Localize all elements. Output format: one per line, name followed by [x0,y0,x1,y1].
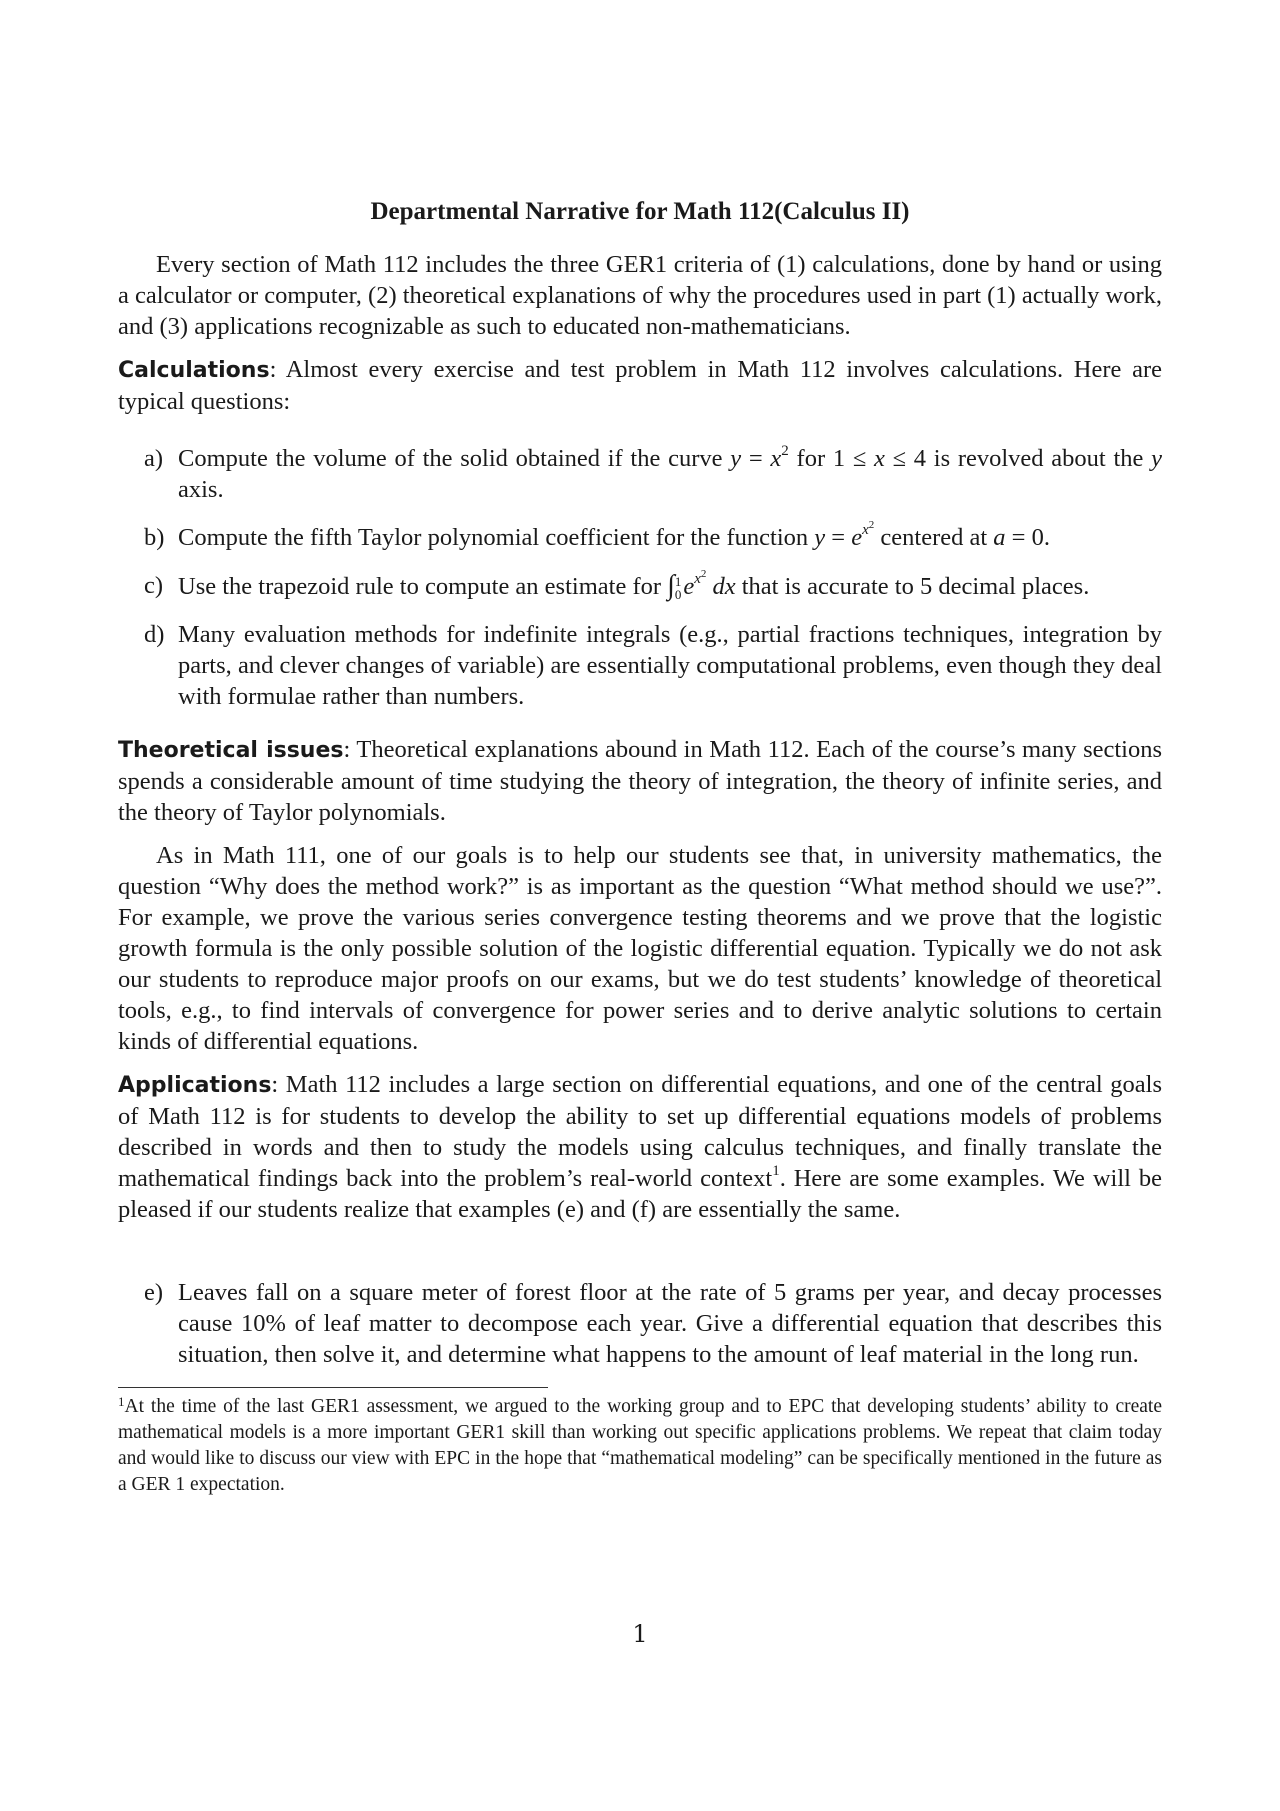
item-text: Compute the fifth Taylor polynomial coefficient for the function $y = e^{x^2}$ centered at a = 0. [178,519,1050,551]
application-examples-list [118,1277,1162,1370]
item-label: d) [144,621,165,648]
theory-paragraph [118,734,1162,828]
calculations-text: : Almost every exercise and test problem in Math 112 involves calculations. Here are typical questions: [118,356,1162,415]
list-item-d [118,619,1162,712]
applications-heading: Applications [118,1073,272,1098]
document-title: Departmental Narrative for Math 112(Calculus II) [370,198,910,225]
item-text: Leaves fall on a square meter of forest floor at the rate of 5 grams per year, and decay processes cause 10% of leaf matter to decompose each year. Give a differential equation that describes this situation, then solve it, and determine what happens to the amount of leaf material in the long run. [178,1279,1162,1368]
item-text: Compute the volume of the solid obtained if the curve $y = x^2$ for 1 ≤ x ≤ 4 is revolved about the y axis. [178,443,1162,503]
applications-paragraph [118,1069,1162,1225]
calculations-heading: Calculations [118,358,270,383]
item-label: c) [144,572,164,599]
footnote-marker: 1 [772,1163,780,1179]
list-item-c [118,570,1162,602]
page-number: 1 [632,1620,648,1648]
item-label: a) [144,445,164,472]
calculation-questions-list [118,443,1162,712]
theory-heading: Theoretical issues [118,738,344,763]
item-label: e) [144,1279,164,1306]
applications-text-a: : Math 112 includes a large section on differential equations, and one of the central goals of Math 112 is for students to develop the ability to set up differential equations models of problems described in words and then to study the models using calculus techniques, and finally translate the mathematical findings back into the problem’s real-world context [118,1071,1162,1192]
item-label: b) [144,524,165,551]
applications-text-b: . Here are some examples. We will be pleased if our students realize that examples (e) and (f) are essentially the same. [118,1165,1162,1223]
calculations-paragraph [118,354,1162,417]
theory-paragraph-2: As in Math 111, one of our goals is to help our students see that, in university mathematics, the question “Why does the method work?” is as important as the question “What method should we use?”. For example, we prove the various series convergence testing theorems and we prove that the logistic growth formula is the only possible solution of the logistic differential equation. Typically we do not ask our students to reproduce major proofs on our exams, but we do test students’ knowledge of theoretical tools, e.g., to find intervals of convergence for power series and to derive analytic solutions to certain kinds of differential equations. [118,842,1162,1055]
intro-paragraph: Every section of Math 112 includes the three GER1 criteria of (1) calculations, done by hand or using a calculator or computer, (2) theoretical explanations of why the procedures used in part (1) actually work, and (3) applications recognizable as such to educated non-mathematicians. [118,251,1162,340]
list-item-b [118,519,1162,553]
list-item-a [118,443,1162,505]
footnote-text: At the time of the last GER1 assessment, we argued to the working group and to EPC that developing students’ ability to create mathematical models is a more important GER1 skill than working out specific applications problems. We repeat that claim today and would like to discuss our view with EPC in the hope that “mathematical modeling” can be specifically mentioned in the future as a GER 1 expectation. [118,1396,1162,1495]
footnote-divider [118,1387,548,1388]
item-text: Many evaluation methods for indefinite integrals (e.g., partial fractions techniques, integration by parts, and clever changes of variable) are essentially computational problems, even though they deal with formulae rather than numbers. [178,621,1162,710]
footnote-number: 1 [118,1394,125,1409]
theory-text: : Theoretical explanations abound in Math 112. Each of the course’s many sections spends a considerable amount of time studying the theory of integration, the theory of infinite series, and the theory of Taylor polynomials. [118,736,1162,826]
item-text: Use the trapezoid rule to compute an estimate for ∫1 $0e^{x^2}$ dx that is accurate to 5 decimal places. [178,568,1090,603]
list-item-e [118,1277,1162,1370]
footnote [118,1394,1162,1498]
